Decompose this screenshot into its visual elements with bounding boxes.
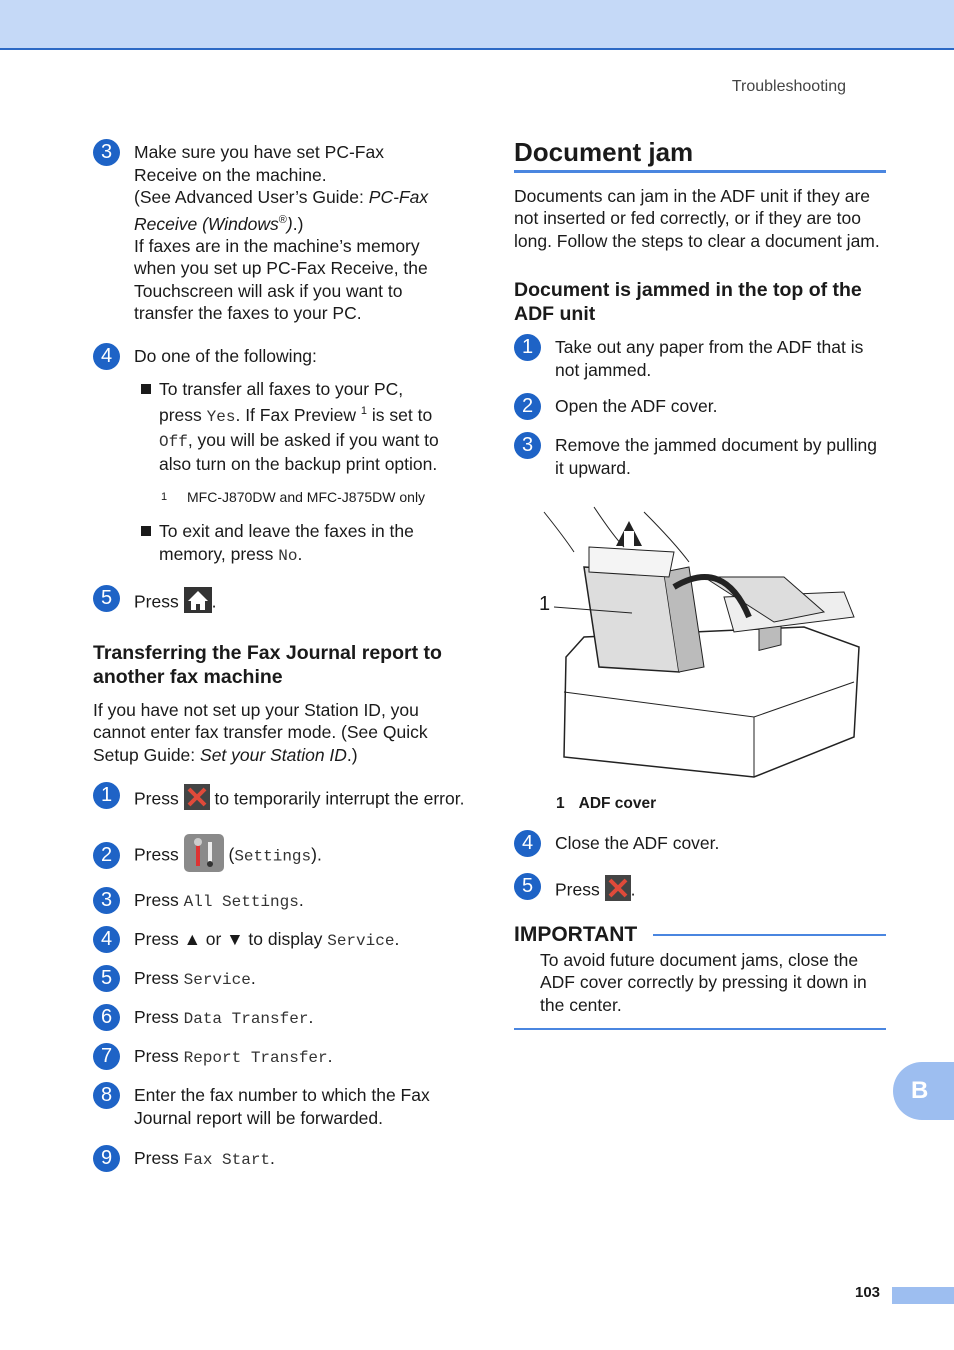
step-3-remove-jam: 3 Remove the jammed document by pulling it upward. — [514, 434, 886, 479]
page-number-bar — [892, 1287, 954, 1304]
step-number: 3 — [93, 887, 120, 914]
step-text: Do one of the following: — [134, 345, 317, 366]
running-head: Troubleshooting — [731, 78, 846, 95]
step-number: 2 — [514, 393, 541, 420]
intro-paragraph: Documents can jam in the ADF unit if they are not inserted or fed correctly, or if they are too long. Follow the steps to clear a document jam. — [514, 185, 880, 251]
step-text: when you set up PC-Fax Receive, the — [134, 258, 428, 279]
step-text: If faxes are in the machine’s memory — [134, 235, 420, 256]
step-number: 8 — [93, 1082, 120, 1109]
adf-jam-illustration — [524, 497, 884, 787]
step-number: 4 — [93, 343, 120, 370]
step-number: 1 — [93, 782, 120, 809]
bullet-exit-memory: To exit and leave the faxes in the memory, press No. — [141, 520, 468, 567]
step-text: transfer the faxes to your PC. — [134, 303, 362, 324]
section-subheading: Transferring the Fax Journal report to another fax machine — [93, 641, 442, 688]
bullet-transfer-faxes: To transfer all faxes to your PC, press Yes. If Fax Preview $^1$ is set to Off, you will be asked if you want to also turn on the backup print option. — [141, 378, 468, 476]
step-3-pcfax — [93, 141, 468, 325]
left-column — [93, 141, 468, 1186]
step-4-options — [93, 345, 468, 370]
step-text: Make sure you have set PC-Fax — [134, 142, 384, 162]
down-arrow-icon: ▼ — [226, 929, 244, 950]
step-number: 5 — [93, 965, 120, 992]
section-subheading: Document is jammed in the top of the ADF unit — [514, 279, 862, 325]
printer-illustration — [524, 497, 874, 787]
step-4-close-cover: 4 Close the ADF cover. — [514, 832, 886, 857]
step-6-data-transfer: 6 Press Data Transfer. — [93, 1006, 468, 1031]
step-text: Receive on the machine. — [134, 164, 327, 185]
top-header-bar — [0, 0, 954, 50]
bullet-square — [141, 384, 151, 394]
step-number: 4 — [93, 926, 120, 953]
step-number: 1 — [514, 334, 541, 361]
step-7-report-transfer: 7 Press Report Transfer. — [93, 1045, 468, 1070]
page-number: 103 — [855, 1284, 881, 1301]
intro-paragraph: If you have not set up your Station ID, you cannot enter fax transfer mode. (See Quick Setup Guide: Set your Station ID.) — [93, 699, 428, 765]
divider — [514, 1028, 886, 1030]
step-5-service: 5 Press Service. — [93, 967, 468, 992]
step-8-enter-number: 8 Enter the fax number to which the Fax Journal report will be forwarded. — [93, 1084, 468, 1129]
right-column — [514, 137, 886, 1030]
page-title: Document jam — [514, 141, 886, 173]
step-number: 3 — [93, 139, 120, 166]
figure-callout: 1 — [539, 593, 551, 615]
up-arrow-icon: ▲ — [183, 929, 201, 950]
x-icon — [184, 784, 210, 816]
chapter-tab: B — [893, 1062, 954, 1120]
step-2-settings: 2 Press (Settings). — [93, 834, 468, 878]
important-text: To avoid future document jams, close the ADF cover correctly by pressing it down in the center. — [540, 949, 867, 1015]
bullet-square — [141, 526, 151, 536]
step-number: 4 — [514, 830, 541, 857]
step-2-open-cover: 2 Open the ADF cover. — [514, 395, 886, 420]
figure-caption: 1 ADF cover — [556, 795, 657, 812]
home-icon — [184, 587, 212, 619]
step-number: 5 — [93, 585, 120, 612]
step-1-take-out: 1 Take out any paper from the ADF that is not jammed. — [514, 336, 886, 381]
step-text: Receive (Windows®).) — [134, 213, 304, 234]
step-number: 2 — [93, 842, 120, 869]
step-9-fax-start: 9 Press Fax Start. — [93, 1147, 468, 1172]
step-text: (See Advanced User’s Guide: PC-Fax — [134, 187, 429, 207]
step-5-home: 5 Press . — [93, 587, 468, 619]
step-4-scroll: 4 Press ▲ or ▼ to display Service. — [93, 928, 468, 953]
step-number: 9 — [93, 1145, 120, 1172]
divider — [653, 934, 886, 936]
x-icon — [605, 875, 631, 907]
step-1-interrupt: 1 Press to temporarily interrupt the error. — [93, 784, 468, 816]
step-text: Touchscreen will ask if you want to — [134, 280, 403, 301]
step-number: 3 — [514, 432, 541, 459]
settings-icon — [184, 834, 224, 878]
footnote: 1 MFC-J870DW and MFC-J875DW only — [161, 488, 426, 505]
step-number: 7 — [93, 1043, 120, 1070]
important-heading: IMPORTANT — [514, 924, 886, 947]
step-number: 6 — [93, 1004, 120, 1031]
step-5-press-x: 5 Press . — [514, 875, 886, 907]
step-number: 5 — [514, 873, 541, 900]
step-3-all-settings: 3 Press All Settings. — [93, 889, 468, 914]
